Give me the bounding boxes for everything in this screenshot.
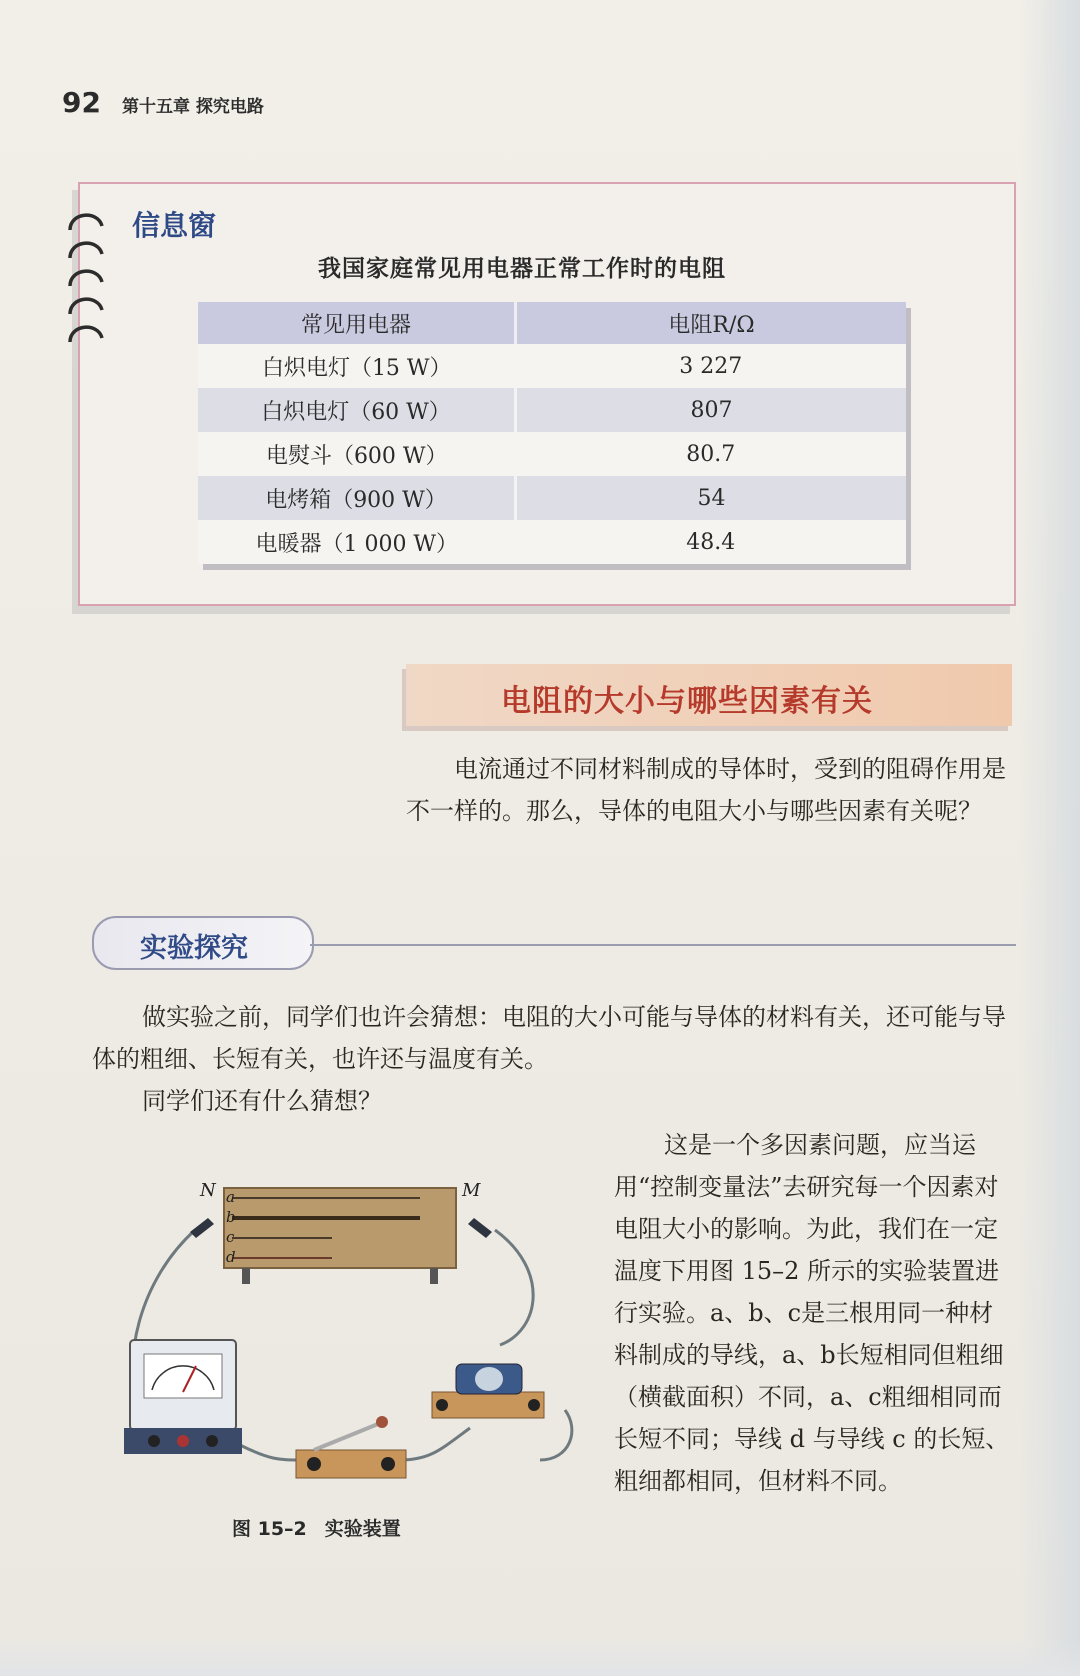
hypothesis-paragraph: 做实验之前，同学们也许会猜想：电阻的大小可能与导体的材料有关，还可能与导体的粗细、长短有关，也许还与温度有关。 bbox=[92, 1003, 1006, 1073]
resistance-cell: 807 bbox=[516, 388, 907, 432]
label-d: d bbox=[226, 1248, 236, 1266]
appliance-cell: 电烤箱（900 W） bbox=[198, 476, 516, 520]
table-header-row bbox=[198, 302, 906, 344]
figure-number: 图 15–2 bbox=[232, 1518, 307, 1540]
page-bottom-edge bbox=[0, 1638, 1080, 1676]
clip-n bbox=[190, 1218, 214, 1238]
section-intro-paragraph: 电流通过不同材料制成的导体时，受到的阻碍作用是不一样的。那么，导体的电阻大小与哪些因素有关呢？ bbox=[406, 755, 1006, 825]
section-heading-banner bbox=[406, 664, 1012, 726]
wire-switch bbox=[400, 1428, 470, 1460]
experiment-tab-label: 实验探究 bbox=[140, 933, 248, 964]
label-n: N bbox=[200, 1180, 216, 1201]
label-c: c bbox=[226, 1228, 235, 1246]
clip-m bbox=[468, 1218, 492, 1238]
table-row bbox=[198, 344, 906, 388]
label-b: b bbox=[226, 1208, 236, 1226]
column-header-resistance: 电阻R/Ω bbox=[516, 302, 907, 344]
table-row bbox=[198, 388, 906, 432]
appliance-cell: 白炽电灯（15 W） bbox=[261, 355, 452, 381]
info-window-title: 信息窗 bbox=[132, 209, 217, 242]
wire-battery bbox=[540, 1410, 572, 1460]
experiment-tab bbox=[92, 916, 314, 970]
table-row bbox=[198, 432, 906, 476]
switch-icon bbox=[296, 1416, 406, 1478]
column-header-appliance: 常见用电器 bbox=[198, 302, 516, 344]
experiment-divider bbox=[310, 944, 1016, 946]
figure-caption bbox=[232, 1514, 401, 1541]
label-m: M bbox=[462, 1180, 481, 1201]
appliance-cell: 电熨斗（600 W） bbox=[265, 443, 448, 469]
resistance-board bbox=[224, 1188, 456, 1268]
section-heading: 电阻的大小与哪些因素有关 bbox=[501, 684, 873, 719]
figure-title: 实验装置 bbox=[324, 1518, 401, 1540]
method-paragraph: 这是一个多因素问题，应当运用“控制变量法”去研究每一个因素对电阻大小的影响。为此，我们在一定温度下用图 15–2 所示的实验装置进行实验。a、b、c是三根用同一种材料制成的导线，a、b长短相同但粗细（横截面积）不同，a、c粗细相同而长短不同；导线 d 与导线 c 的长短、粗细都相同，但材料不同。 bbox=[614, 1131, 1010, 1495]
resistance-cell: 80.7 bbox=[686, 441, 736, 467]
table-row bbox=[198, 520, 906, 564]
experiment-apparatus-figure bbox=[100, 1160, 600, 1540]
binder-rings-icon bbox=[64, 206, 114, 346]
page-number: 92 bbox=[62, 86, 101, 119]
wire-m bbox=[495, 1230, 533, 1345]
question-paragraph: 同学们还有什么猜想？ bbox=[142, 1087, 382, 1115]
appliance-cell: 白炽电灯（60 W） bbox=[198, 388, 516, 432]
resistance-cell: 54 bbox=[516, 476, 907, 520]
table-caption: 我国家庭常见用电器正常工作时的电阻 bbox=[318, 256, 726, 282]
board-leg-left bbox=[242, 1268, 250, 1284]
chapter-title: 第十五章 探究电路 bbox=[122, 97, 264, 117]
board-leg-right bbox=[430, 1268, 438, 1284]
resistance-cell: 48.4 bbox=[686, 529, 736, 555]
ammeter-icon bbox=[124, 1340, 242, 1454]
battery-icon bbox=[432, 1364, 544, 1418]
table-row bbox=[198, 476, 906, 520]
resistance-cell: 3 227 bbox=[679, 353, 743, 379]
page-edge-shadow bbox=[1020, 0, 1080, 1676]
label-a: a bbox=[226, 1188, 235, 1206]
wire-bottom bbox=[240, 1445, 300, 1460]
appliance-cell: 电暖器（1 000 W） bbox=[255, 531, 459, 557]
resistance-table bbox=[198, 302, 906, 564]
